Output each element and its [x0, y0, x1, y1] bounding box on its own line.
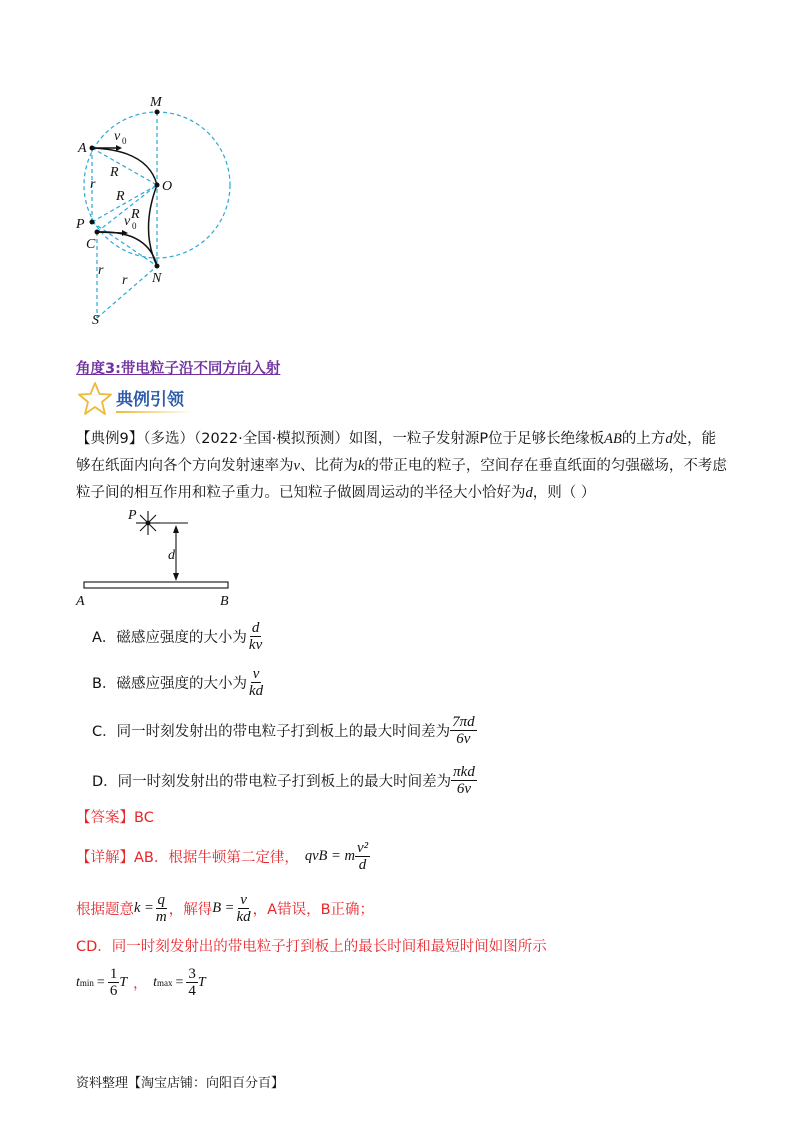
figure-source-plate	[70, 505, 250, 610]
svg-text:r: r	[98, 263, 104, 278]
example-badge	[76, 381, 196, 417]
detail-times: t min = $\frac{1}{6}$ T ， t max = $\frac{3}{4}$ T	[76, 966, 206, 999]
label-A: A	[78, 141, 87, 156]
label-O: O	[162, 179, 173, 194]
svg-text:0: 0	[122, 136, 127, 146]
label-C: C	[86, 237, 96, 252]
svg-text:R: R	[116, 189, 125, 204]
footer-text: 资料整理【淘宝店铺：向阳百分百】	[76, 1076, 285, 1091]
figure-circle-geometry	[70, 90, 250, 330]
label-B2: B	[220, 594, 229, 609]
label-S: S	[92, 313, 99, 328]
star-icon	[76, 381, 114, 417]
label-A2: A	[76, 594, 85, 609]
svg-text:R: R	[110, 165, 119, 180]
section-heading: 角度3:带电粒子沿不同方向入射	[76, 361, 281, 377]
label-N: N	[152, 271, 162, 286]
option-c[interactable]: C．同一时刻发射出的带电粒子打到板上的最大时间差为 $\frac{7\pi d}{6v}$	[92, 714, 475, 747]
svg-text:v: v	[114, 129, 121, 144]
svg-text:r: r	[122, 273, 128, 288]
label-P: P	[76, 217, 85, 232]
label-d: d	[168, 548, 175, 563]
detail-line1: 【详解】AB．根据牛顿第二定律， qvB = m $\frac{\text{v²}}{d}$	[76, 840, 369, 873]
answer-label: 【答案】BC	[76, 810, 154, 826]
badge-label: 典例引领	[116, 390, 184, 410]
label-P2: P	[128, 508, 137, 523]
svg-text:r: r	[90, 177, 96, 192]
option-a[interactable]: A．磁感应强度的大小为 $\frac{d}{kv}$	[92, 620, 263, 653]
svg-text:0: 0	[132, 221, 137, 231]
svg-text:R: R	[131, 207, 140, 222]
option-b[interactable]: B．磁感应强度的大小为 $\frac{v}{kd}$	[92, 666, 264, 699]
detail-line2: 根据题意 k = $\frac{q}{m}$ ，解得 B = $\frac{v}{kd}$ ，A错误，B正确；	[76, 892, 375, 925]
option-d[interactable]: D．同一时刻发射出的带电粒子打到板上的最大时间差为 $\frac{\text{πkd}}{6v}$	[92, 764, 475, 797]
svg-text:v: v	[124, 214, 131, 229]
detail-line3: CD．同一时刻发射出的带电粒子打到板上的最长时间和最短时间如图所示	[76, 939, 547, 955]
question-text: 【典例9】（多选）（2022·全国·模拟预测）如图，一粒子发射源P位于足够长绝缘板AB的上方d处，能 够在纸面内向各个方向发射速率为v、比荷为k的带正电的粒子，空间存在垂直纸面的匀强磁场，不考虑 粒子间的相互作用和粒子重力。已知粒子做圆周运动的半径大小恰好为d，则（ ）	[76, 431, 727, 501]
label-M: M	[150, 95, 162, 110]
